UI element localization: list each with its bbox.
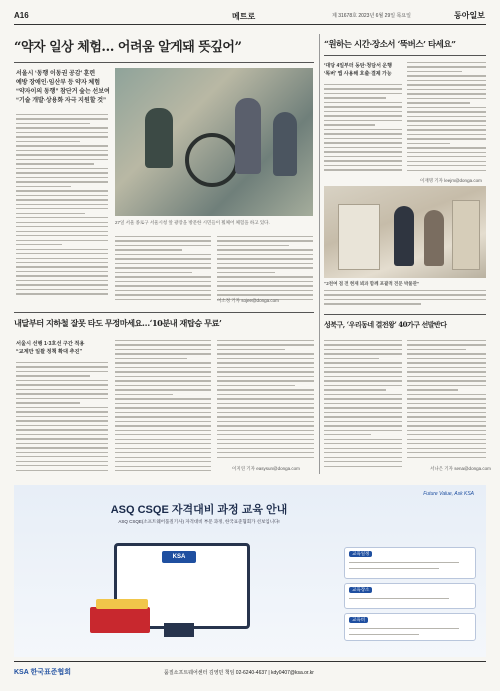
article-bottom-subheads — [16, 340, 108, 356]
subhead: 서울시 선행 1·3호선 구간 적용 — [16, 341, 85, 347]
ad-info-card — [344, 613, 476, 641]
ad-subtitle: ASQ CSQE(소프트웨어품질기사) 자격대비 부문 과정, 한국표준협회가 선보입니다! — [118, 519, 280, 524]
section-name: 메트로 — [232, 12, 256, 21]
person-figure — [424, 210, 444, 266]
column-divider — [319, 34, 320, 474]
article-right-body-col2 — [407, 62, 486, 176]
subhead: “기술 개발·상용화 자극 지원할 것” — [16, 98, 107, 104]
section-rule — [324, 314, 486, 315]
person-figure — [394, 206, 414, 266]
article-left-photo — [115, 68, 313, 216]
card-line — [349, 634, 419, 635]
article-left-subheads — [16, 70, 112, 106]
ad-info-card — [344, 547, 476, 579]
footer-org: KSA 한국표준협회 — [14, 669, 72, 676]
article-bottom-headline: 내달부터 지하철 잘못 타도 무정마세요…‘10분내 재탑승 무료’ — [14, 318, 222, 328]
issue-date: 제 31678호 2023년 6월 29일 목요일 — [332, 13, 411, 19]
stand-base — [164, 623, 194, 637]
card-label: 교육일정 — [349, 551, 372, 557]
article-right2-body-col1 — [324, 340, 402, 472]
photo-caption: “2천여 점 전 현재 뵈과 함께 포괄적 전문 박물관” — [324, 281, 420, 286]
exhibit-case — [452, 200, 480, 270]
footer-contact: 품질소프트웨어센터 김영민 책임 02-6240-4637 | kdy0407@ksa.or.kr — [164, 670, 314, 676]
article-right-headline: “원하는 시간·장소서 ‘뚝버스’ 타세요” — [324, 40, 456, 50]
byline: 이재명 기자 leejm@donga.com — [420, 178, 482, 183]
subhead: ‘똑버’ 앱 사용해 호출·결제 가능 — [324, 71, 392, 77]
article-right-photo — [324, 186, 486, 278]
article-right2-body-col2 — [407, 340, 486, 464]
article-left-body-col1 — [16, 114, 108, 304]
card-line — [349, 568, 439, 569]
card-line — [349, 628, 459, 629]
masthead — [14, 10, 486, 25]
book-illustration — [90, 607, 150, 633]
person-figure — [273, 112, 297, 176]
photo-caption-body — [324, 290, 486, 312]
ad-top-label: Future Value, Ask KSA — [423, 491, 474, 497]
headline-rule — [14, 62, 314, 63]
card-line — [349, 598, 449, 599]
card-line — [349, 562, 459, 563]
subhead: “교계만 일괄 정책 확대 추진” — [16, 349, 83, 355]
ksa-badge: KSA — [162, 551, 196, 563]
subhead: “약자이의 동행” 참단거 숲는 선보여 — [16, 89, 110, 95]
ad-footer — [14, 661, 486, 682]
ad-illustration — [84, 537, 284, 647]
page-number: A16 — [14, 11, 29, 20]
paper-logo: 동아일보 — [454, 11, 485, 20]
article-bottom-body-col2 — [115, 340, 211, 474]
person-figure — [145, 108, 173, 168]
byline: 서나은 기자 sena@donga.com — [430, 466, 491, 471]
byline: 이지연 기자 easysun@donga.com — [232, 466, 300, 471]
person-figure — [235, 98, 261, 174]
byline: 이소정 기자 sojee@donga.com — [217, 298, 279, 303]
book-illustration — [96, 599, 148, 609]
advertisement[interactable] — [14, 485, 486, 657]
wheelchair-figure — [185, 133, 239, 187]
article-right-subheads — [324, 62, 404, 78]
exhibit-case — [338, 204, 380, 270]
card-label: 교육장소 — [349, 587, 372, 593]
subhead: 서울시 ‘동행 이동권 공감’ 훈련 — [16, 71, 96, 77]
article-right2-headline: 성북구, ‘우리동네 결전왕’ 40가구 선발반다 — [324, 320, 447, 329]
headline-rule — [324, 55, 486, 56]
photo-caption: 27일 서울 종로구 서울시청 앞 광장을 방문한 시민들이 휠체어 체험을 하고 있다. — [115, 220, 270, 225]
section-rule — [14, 312, 314, 313]
article-bottom-body-col3 — [217, 340, 314, 464]
ad-title: ASQ CSQE 자격대비 과정 교육 안내 — [110, 504, 288, 516]
card-label: 교육비 — [349, 617, 368, 623]
article-right-body-col1 — [324, 84, 402, 176]
article-bottom-body-col1 — [16, 362, 108, 474]
subhead: 예방 장애인·임산부 등 약자 체험 — [16, 80, 101, 86]
ad-info-card — [344, 583, 476, 609]
article-left-headline: “약자 일상 체험… 어려움 알게돼 뜻깊어” — [14, 40, 242, 55]
article-left-body-col3 — [217, 236, 313, 304]
article-left-body-col2 — [115, 236, 211, 304]
subhead: ‘대당 4일부터 동탄·청담서 운행 — [324, 63, 392, 69]
